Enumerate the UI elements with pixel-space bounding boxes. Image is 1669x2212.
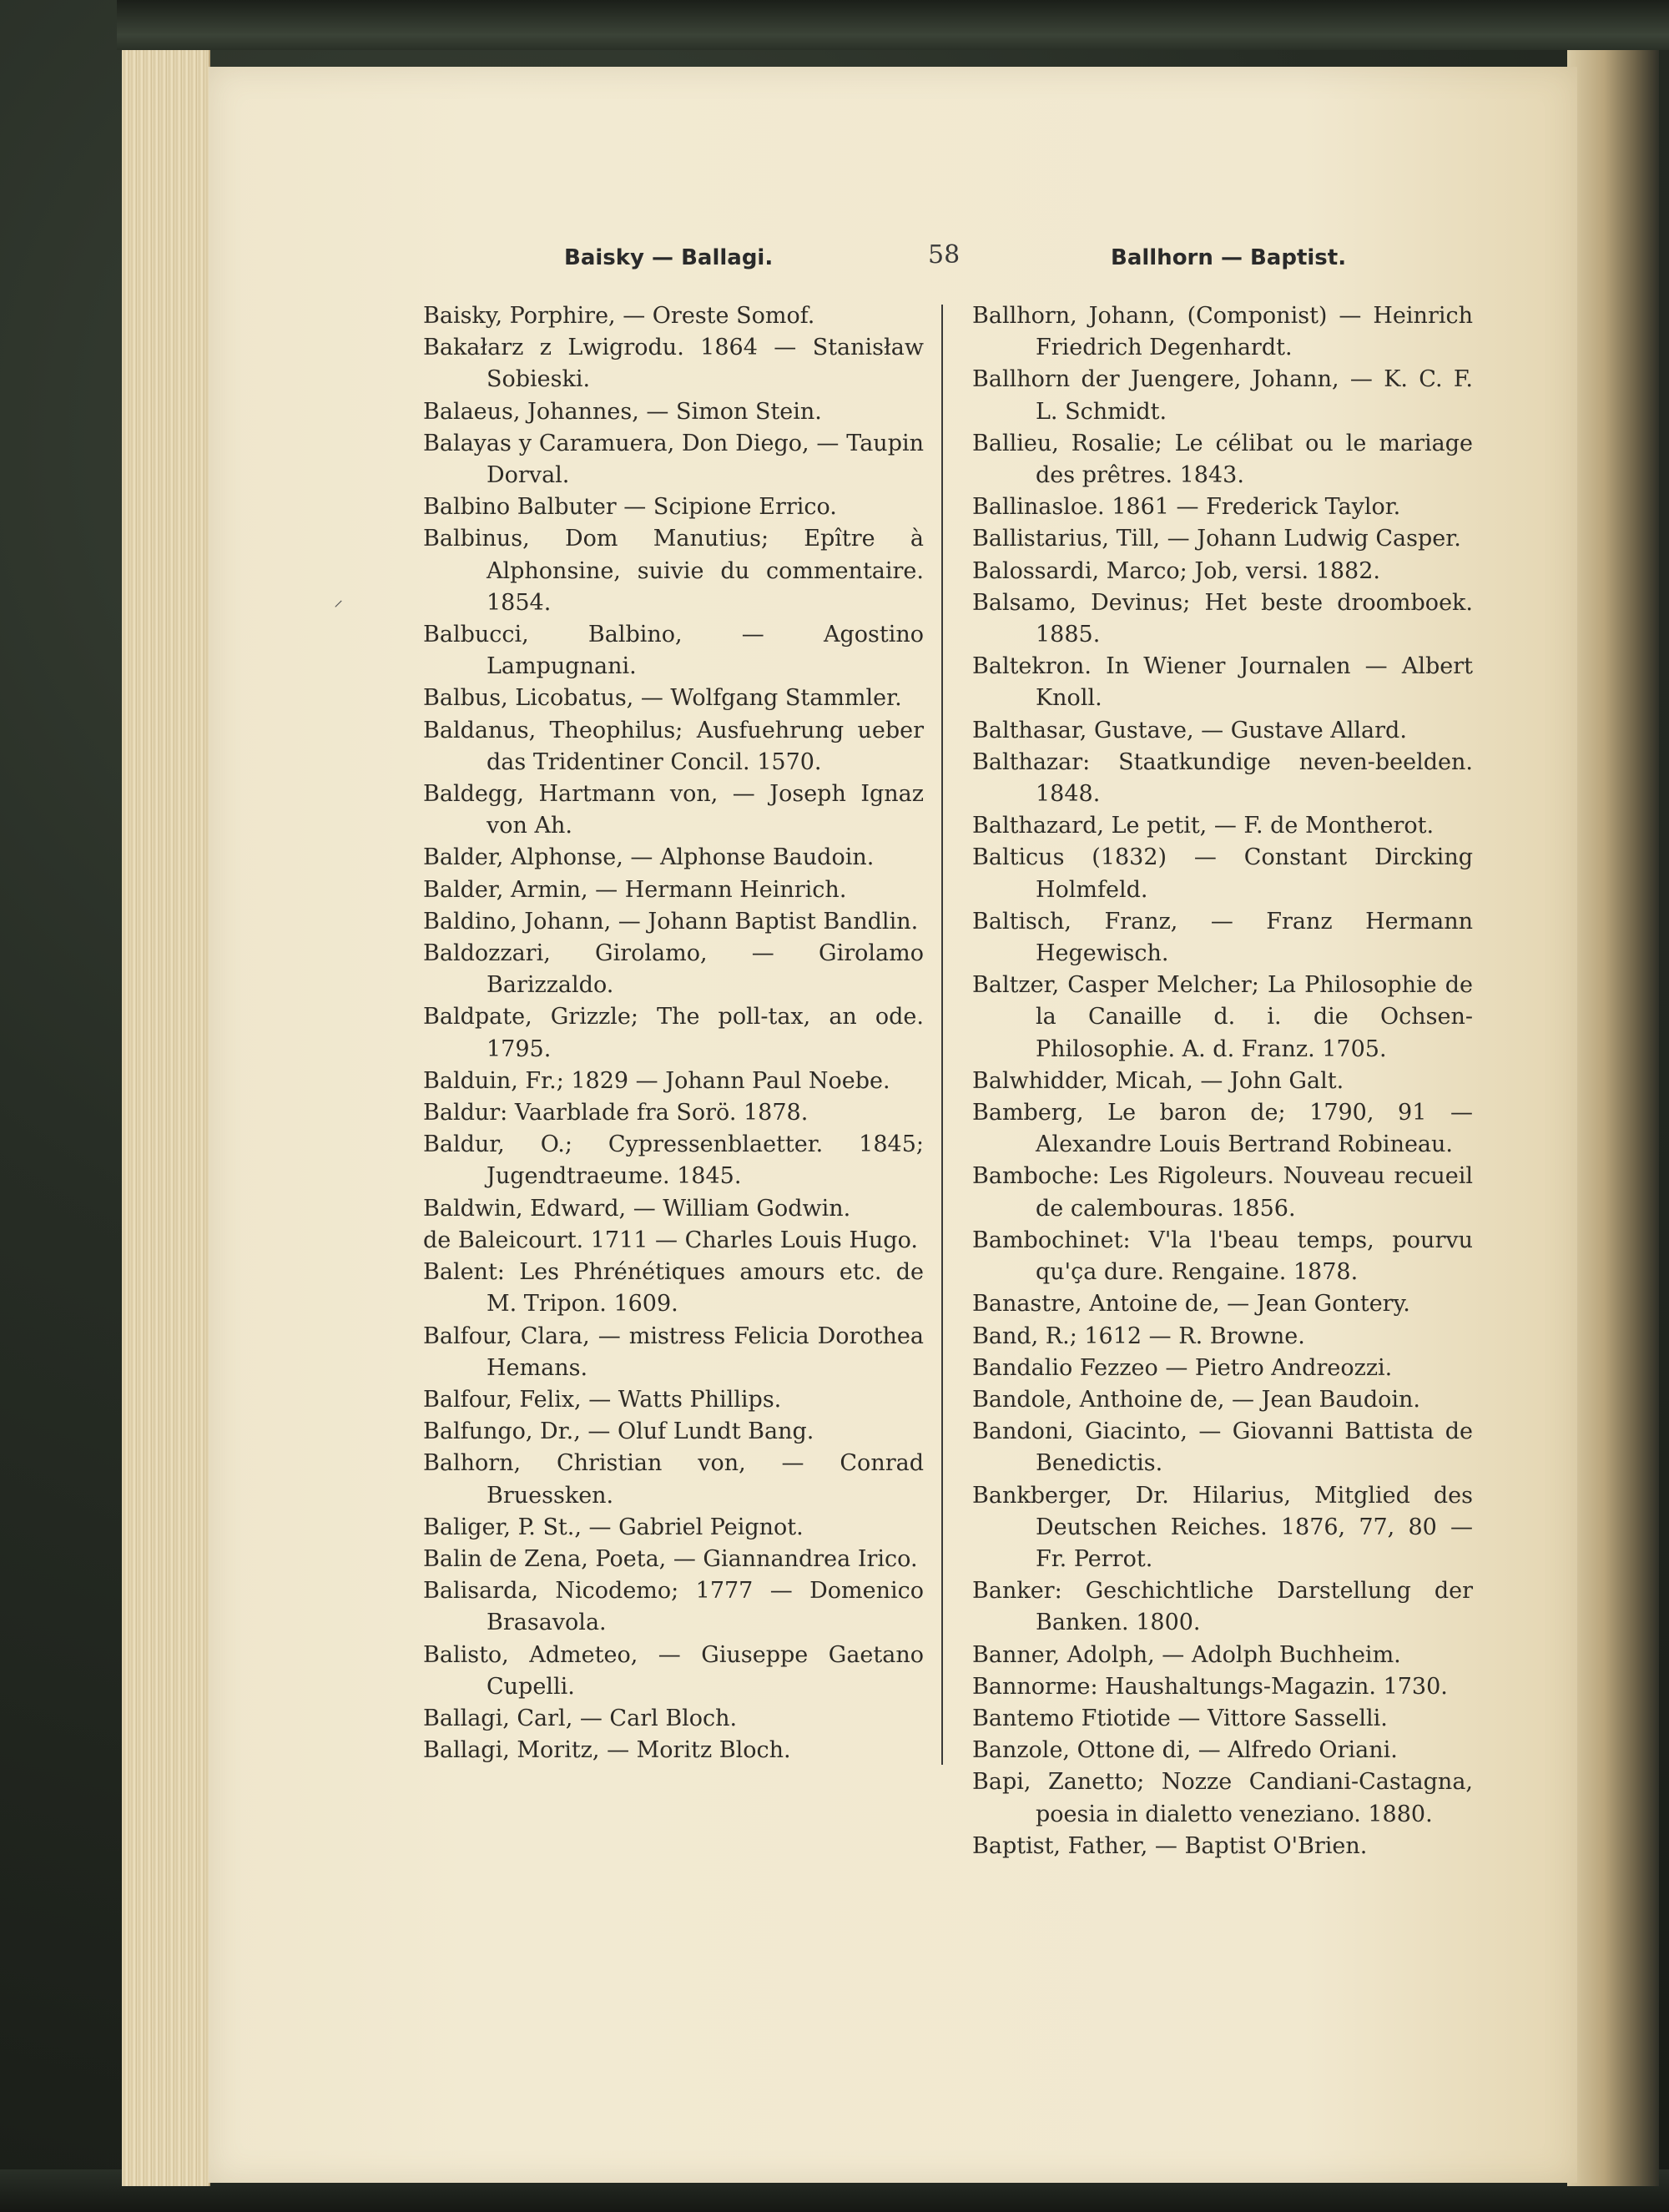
index-entry: Balin de Zena, Poeta, — Giannandrea Irico. [423,1545,918,1572]
index-entry: Balthazard, Le petit, — F. de Montherot. [972,813,1435,839]
page-stack-right [1567,50,1659,2186]
index-entry: Bamboche: Les Rigoleurs. Nouveau recueil de calembouras. 1856. [972,1163,1473,1222]
index-entry: Baldanus, Theophilus; Ausfuehrung ueber das Tridentiner Concil. 1570. [423,717,924,775]
running-head-left: Baisky — Ballagi. [564,245,774,270]
index-entry: Balticus (1832) — Constant Dircking Holmfeld. [972,844,1473,903]
index-entry: Balbucci, Balbino, — Agostino Lampugnani. [423,622,924,680]
index-entry: Ballistarius, Till, — Johann Ludwig Casper. [972,526,1461,552]
index-entry: Balent: Les Phrénétiques amours etc. de M. Tripon. 1609. [423,1259,924,1318]
index-entry: Balfour, Felix, — Watts Phillips. [423,1386,782,1413]
index-entry: Baliger, P. St., — Gabriel Peignot. [423,1514,804,1540]
index-entry: Ballinasloe. 1861 — Frederick Taylor. [972,494,1401,521]
index-entry: Balthasar, Gustave, — Gustave Allard. [972,717,1407,743]
right-column [972,300,1473,1862]
index-entry: Balaeus, Johannes, — Simon Stein. [423,398,822,425]
index-entry: Bantemo Ftiotide — Vittore Sasselli. [972,1705,1388,1731]
index-entry: Baldozzari, Girolamo, — Girolamo Barizzaldo. [423,940,924,999]
index-entry: Baldpate, Grizzle; The poll-tax, an ode. 1795. [423,1004,924,1062]
index-entry: Balbino Balbuter — Scipione Errico. [423,494,837,521]
index-entry: Bambochinet: V'la l'beau temps, pourvu qu'ça dure. Rengaine. 1878. [972,1227,1473,1286]
index-entry: Baltzer, Casper Melcher; La Philosophie de la Canaille d. i. die Ochsen-Philosophie. A. d. Franz. 1705. [972,972,1473,1062]
index-entry: Bankberger, Dr. Hilarius, Mitglied des Deutschen Reiches. 1876, 77, 80 — Fr. Perrot. [972,1482,1473,1572]
index-entry: Balwhidder, Micah, — John Galt. [972,1067,1344,1094]
index-entry: Baldegg, Hartmann von, — Joseph Ignaz von Ah. [423,781,924,839]
index-entry: Band, R.; 1612 — R. Browne. [972,1323,1305,1349]
index-entry: Ballhorn der Juengere, Johann, — K. C. F. L. Schmidt. [972,366,1473,425]
index-entry: Baisky, Porphire, — Oreste Somof. [423,303,815,329]
page-stack-left [122,50,210,2186]
index-entry: Ballhorn, Johann, (Componist) — Heinrich Friedrich Degenhardt. [972,303,1473,361]
index-entry: Bandalio Fezzeo — Pietro Andreozzi. [972,1354,1393,1381]
index-entry: Bamberg, Le baron de; 1790, 91 — Alexandre Louis Bertrand Robineau. [972,1100,1473,1158]
index-entry: Baldwin, Edward, — William Godwin. [423,1195,851,1222]
margin-pencil-mark: ⸝ [334,590,344,611]
index-entry: Balayas y Caramuera, Don Diego, — Taupin Dorval. [423,430,924,489]
index-entry: Bannorme: Haushaltungs-Magazin. 1730. [972,1673,1448,1700]
index-entry: Ballagi, Moritz, — Moritz Bloch. [423,1737,791,1764]
index-entry: Baptist, Father, — Baptist O'Brien. [972,1832,1368,1859]
index-entry: Balbinus, Dom Manutius; Epître à Alphonsine, suivie du commentaire. 1854. [423,526,924,616]
left-column [423,300,924,1766]
index-entry: Bandoni, Giacinto, — Giovanni Battista de Benedictis. [972,1418,1473,1477]
index-entry: Bandole, Anthoine de, — Jean Baudoin. [972,1386,1420,1413]
index-entry: Balsamo, Devinus; Het beste droomboek. 1885. [972,589,1473,648]
index-entry: Baltisch, Franz, — Franz Hermann Hegewisch. [972,908,1473,967]
index-entry: Baldur, O.; Cypressenblaetter. 1845; Jugendtraeume. 1845. [423,1131,924,1190]
index-entry: Banker: Geschichtliche Darstellung der Banken. 1800. [972,1578,1473,1636]
index-entry: Banastre, Antoine de, — Jean Gontery. [972,1291,1410,1318]
index-entry: Balder, Armin, — Hermann Heinrich. [423,876,847,903]
column-divider [941,305,943,1765]
index-entry: Balisarda, Nicodemo; 1777 — Domenico Brasavola. [423,1578,924,1636]
index-entry: Banner, Adolph, — Adolph Buchheim. [972,1641,1401,1668]
cover-top-edge [117,0,1669,50]
index-entry: Ballieu, Rosalie; Le célibat ou le mariage des prêtres. 1843. [972,430,1473,489]
index-entry: Balfungo, Dr., — Oluf Lundt Bang. [423,1418,814,1445]
index-entry: Balisto, Admeteo, — Giuseppe Gaetano Cupelli. [423,1641,924,1700]
index-entry: Ballagi, Carl, — Carl Bloch. [423,1705,738,1731]
index-entry: Baltekron. In Wiener Journalen — Albert Knoll. [972,653,1473,712]
index-entry: Baldur: Vaarblade fra Sorö. 1878. [423,1100,809,1126]
index-entry: Balder, Alphonse, — Alphonse Baudoin. [423,844,875,871]
index-entry: Balthazar: Staatkundige neven-beelden. 1848. [972,748,1473,808]
index-entry: Baldino, Johann, — Johann Baptist Bandlin. [423,908,919,935]
index-entry: Balossardi, Marco; Job, versi. 1882. [972,557,1380,584]
running-head-right: Ballhorn — Baptist. [1111,245,1347,270]
index-entry: de Baleicourt. 1711 — Charles Louis Hugo. [423,1227,918,1253]
index-entry: Balbus, Licobatus, — Wolfgang Stammler. [423,685,902,712]
index-entry: Bakałarz z Lwigrodu. 1864 — Stanisław Sobieski. [423,335,924,393]
page-number: 58 [928,240,961,270]
index-entry: Balhorn, Christian von, — Conrad Bruessken. [423,1450,924,1509]
index-entry: Bapi, Zanetto; Nozze Candiani-Castagna, poesia in dialetto veneziano. 1880. [972,1769,1473,1827]
index-entry: Banzole, Ottone di, — Alfredo Oriani. [972,1737,1398,1764]
index-entry: Balduin, Fr.; 1829 — Johann Paul Noebe. [423,1067,890,1094]
index-entry: Balfour, Clara, — mistress Felicia Dorothea Hemans. [423,1323,924,1381]
